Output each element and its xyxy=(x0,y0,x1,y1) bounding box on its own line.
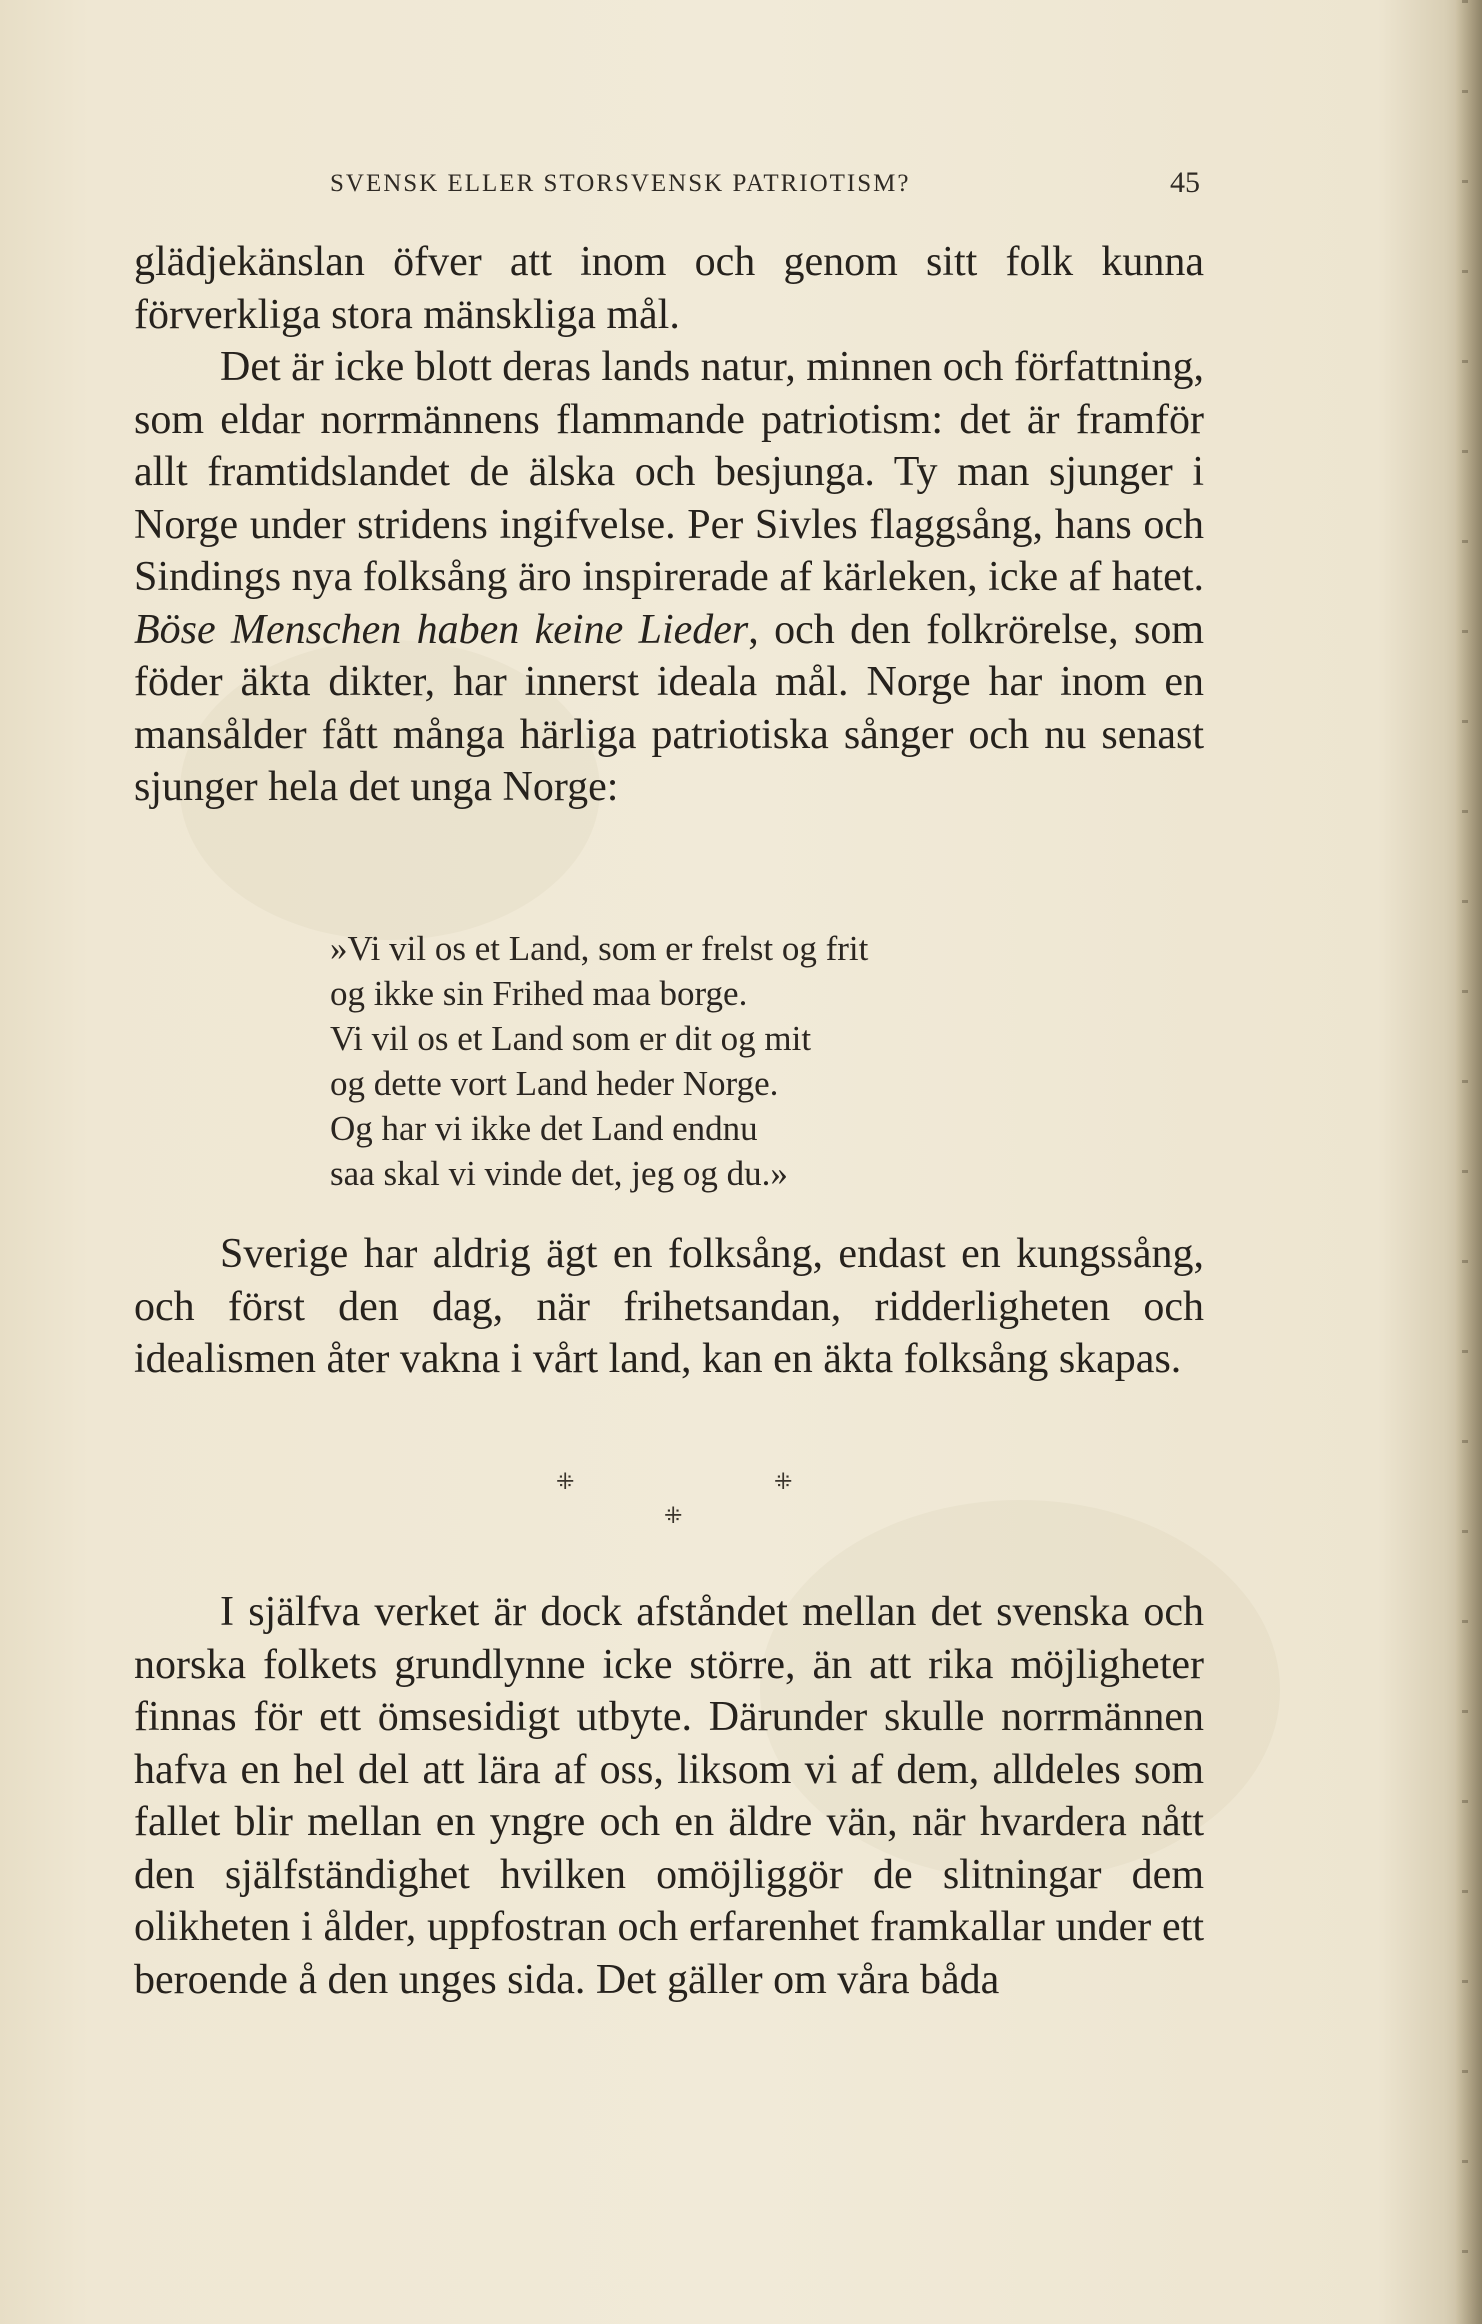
german-quote: Böse Menschen haben keine Lieder xyxy=(134,606,749,653)
verse-line: saa skal vi vinde det, jeg og du.» xyxy=(330,1154,788,1193)
verse-line: og ikke sin Frihed maa borge. xyxy=(330,974,748,1013)
verse-line: og dette vort Land heder Norge. xyxy=(330,1064,779,1103)
verse-line: Og har vi ikke det Land endnu xyxy=(330,1109,758,1148)
paragraph-text: , och den folkrörelse, som föder äkta dikter, har innerst ideala mål. Norge har inom en mansålder fått många härliga patriotiska sånger och nu senast sjunger hela det unga Norge: xyxy=(134,606,1204,810)
paragraph-continued: glädjekänslan öfver att inom och genom sitt folk kunna förverkliga stora mänskliga mål. xyxy=(134,239,1204,338)
paragraph-swedish-norwegian-temperament: I själfva verket är dock afståndet mellan det svenska och norska folkets grundlynne icke större, än att rika möjligheter finnas för ett ömsesidigt utbyte. Därunder skulle norrmännen hafva en hel del att lära af oss, liksom vi af dem, alldeles som fallet blir mellan en yngre och en äldre vän, när hvardera nått den själfständighet hvilken omöjliggör de slitningar dem olikheten i ålder, uppfostran och erfarenhet framkallar under ett beroende å den unges sida. Det gäller om våra båda xyxy=(134,1589,1204,2003)
paragraph-norway-patriotism xyxy=(134,341,1204,814)
running-head-title: SVENSK ELLER STORSVENSK PATRIOTISM? xyxy=(330,170,911,197)
section-divider xyxy=(0,1460,1482,1580)
text-block-bottom xyxy=(134,1586,1204,2006)
paragraph-text: Det är icke blott deras lands natur, minnen och författning, som eldar norrmännens flammande patriotism: det är framför allt framtidslandet de älska och besjunga. Ty man sjunger i Norge under stridens ingifvelse. Per Sivles flaggsång, hans och Sindings nya folksång äro inspirerade af kärleken, icke af hatet. xyxy=(134,344,1204,600)
song-verse xyxy=(330,926,1150,1196)
text-block-top xyxy=(134,236,1204,814)
text-block-middle xyxy=(134,1228,1204,1386)
running-head xyxy=(330,166,1200,206)
verse-line: »Vi vil os et Land, som er frelst og frit xyxy=(330,929,869,968)
divider-asterism: ⁜ xyxy=(664,1504,683,1529)
divider-asterism: ⁜ xyxy=(774,1470,793,1495)
verse-line: Vi vil os et Land som er dit og mit xyxy=(330,1019,812,1058)
paragraph-sweden-song: Sverige har aldrig ägt en folksång, endast en kungssång, och först den dag, när frihetsandan, ridderligheten och idealismen åter vakna i vårt land, kan en äkta folksång skapas. xyxy=(134,1231,1204,1382)
page-number: 45 xyxy=(1170,166,1200,199)
page-edge xyxy=(1456,0,1482,2324)
divider-asterism: ⁜ xyxy=(556,1470,575,1495)
